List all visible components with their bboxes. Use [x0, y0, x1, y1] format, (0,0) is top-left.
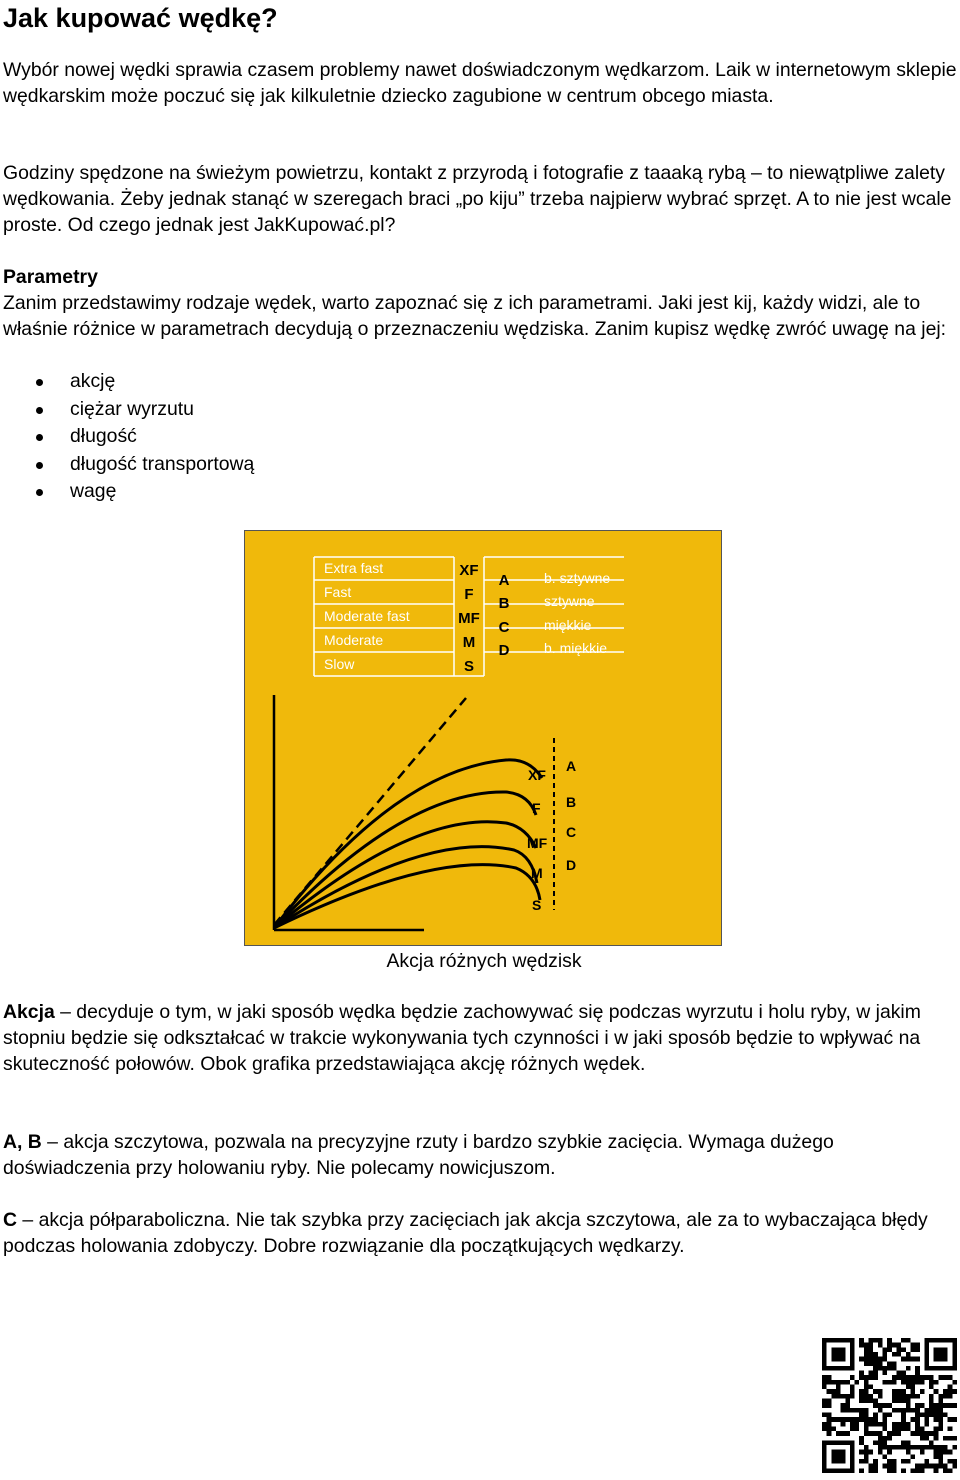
- akcja-paragraph: Akcja – decyduje o tym, w jaki sposób wędka będzie zachowywać się podczas wyrzutu i holu ryby, w jakim stopniu będzie się odkształcać w trakcie wykonywania tych czynności i w jaki sposób będzie to wpływać na skuteczność połowów. Obok grafika przedstawiająca akcję różnych wędek.: [3, 1001, 921, 1075]
- side-letter: B: [566, 794, 577, 810]
- table-row-code: S: [463, 658, 475, 675]
- table-row-name: Fast: [324, 584, 352, 600]
- side-letter: D: [566, 857, 577, 873]
- table-row-name: Extra fast: [324, 560, 384, 576]
- table-row-letter: B: [498, 595, 510, 612]
- curve-label: M: [531, 865, 543, 881]
- curve-label: S: [532, 897, 542, 913]
- table-row-letter: A: [498, 572, 510, 589]
- figure-background: [245, 531, 722, 946]
- list-item: akcję: [0, 368, 254, 396]
- table-row-name: Slow: [324, 656, 355, 672]
- ab-paragraph: A, B – akcja szczytowa, pozwala na precyzyjne rzuty i bardzo szybkie zacięcia. Wymaga dużego doświadczenia przy holowaniu ryby. Nie polecamy nowicjuszom.: [3, 1131, 834, 1179]
- table-row-code: MF: [458, 610, 480, 627]
- c-paragraph: C – akcja półparaboliczna. Nie tak szybka przy zacięciach jak akcja szczytowa, ale za to wybaczająca błędy podczas holowania zdobyczy. Dobre rozwiązanie dla początkujących wędkarzy.: [3, 1209, 928, 1257]
- section-heading-parametry: Parametry: [3, 266, 98, 288]
- list-item: długość: [0, 423, 254, 451]
- ab-term: A, B: [3, 1131, 42, 1153]
- curve-label: MF: [527, 835, 548, 851]
- qr-code: [822, 1338, 957, 1473]
- side-letter: A: [566, 758, 577, 774]
- bullet-icon: [36, 407, 43, 414]
- parametry-paragraph: Zanim przedstawimy rodzaje wędek, warto zapoznać się z ich parametrami. Jaki jest kij, każdy widzi, ale to właśnie różnice w parametrach decydują o przeznaczeniu wędziska. Zanim kupisz wędkę zwróć uwagę na jej:: [3, 292, 947, 340]
- bullet-icon: [36, 379, 43, 386]
- table-row-letter: C: [498, 619, 510, 636]
- table-row-name: Moderate: [324, 632, 384, 648]
- table-row-code: M: [462, 634, 476, 651]
- akcja-term: Akcja: [3, 1001, 55, 1023]
- curve-label: XF: [528, 767, 546, 783]
- intro-paragraph-1: Wybór nowej wędki sprawia czasem problemy nawet doświadczonym wędkarzom. Laik w internetowym sklepie wędkarskim może poczuć się jak kilkuletnie dziecko zagubione w centrum obcego miasta.: [3, 59, 957, 107]
- c-term: C: [3, 1209, 18, 1231]
- curve-label: F: [532, 800, 541, 816]
- bullet-icon: [36, 489, 43, 496]
- rod-action-figure: [244, 530, 722, 946]
- table-row-code: F: [464, 586, 474, 603]
- list-item: ciężar wyrzutu: [0, 396, 254, 424]
- parameter-list: [0, 368, 254, 506]
- table-row-desc: b. sztywne: [544, 570, 611, 586]
- table-row-code: XF: [459, 562, 479, 579]
- list-item: wagę: [0, 478, 254, 506]
- list-item: długość transportową: [0, 451, 254, 479]
- intro-paragraph-2: Godziny spędzone na świeżym powietrzu, kontakt z przyrodą i fotografie z taaaką rybą – to niewątpliwe zalety wędkowania. Żeby jednak stanąć w szeregach braci „po kiju” trzeba najpierw wybrać sprzęt. A to nie jest wcale proste. Od czego jednak jest JakKupować.pl?: [3, 162, 952, 236]
- table-row-desc: b. miękkie: [544, 640, 608, 656]
- table-row-letter: D: [498, 642, 510, 659]
- figure-caption: Akcja różnych wędzisk: [386, 950, 582, 972]
- side-letter: C: [566, 824, 577, 840]
- bullet-icon: [36, 462, 43, 469]
- table-row-desc: sztywne: [544, 593, 595, 609]
- page-title: Jak kupować wędkę?: [3, 3, 278, 33]
- bullet-icon: [36, 434, 43, 441]
- table-row-desc: miękkie: [544, 617, 592, 633]
- table-row-name: Moderate fast: [324, 608, 410, 624]
